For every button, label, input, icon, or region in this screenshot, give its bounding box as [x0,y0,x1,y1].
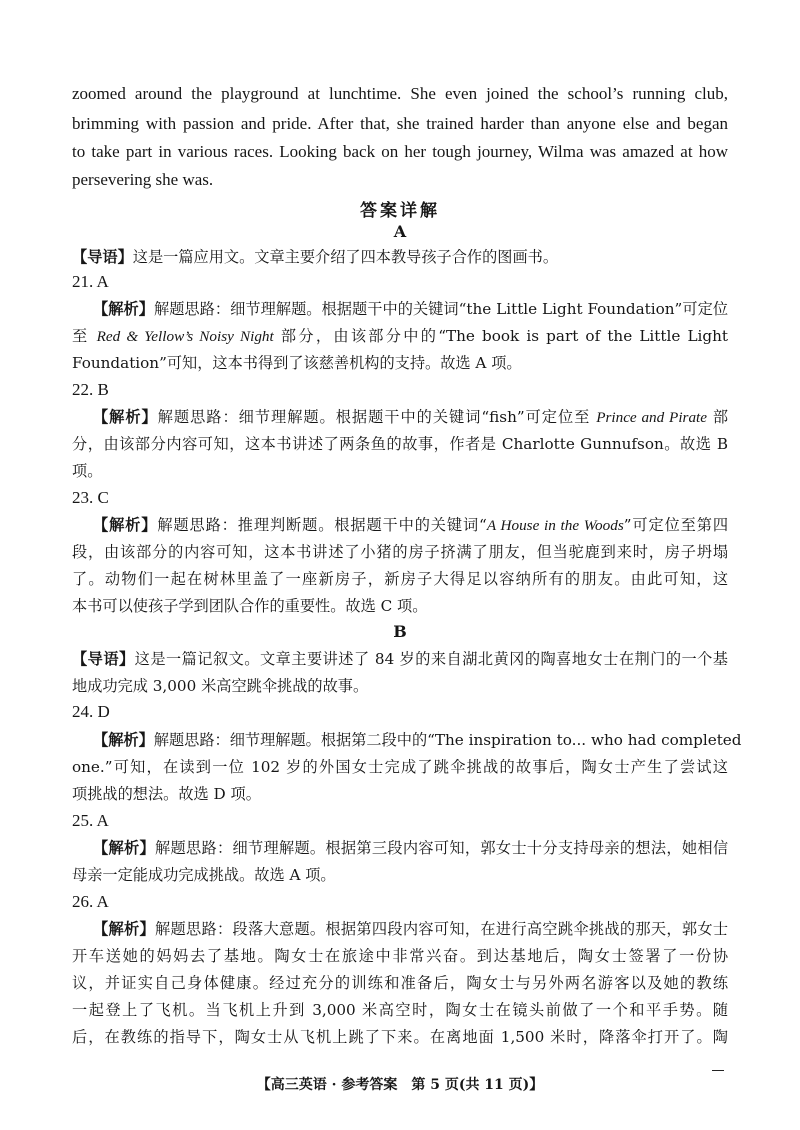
section-b-intro: 【导语】这是一篇记叙文。文章主要讲述了 84 岁的来自湖北黄冈的陶喜地女士在荆门的一个基 [72,650,728,668]
page-title: 答案详解 [360,201,440,221]
analysis-line: Foundation”可知，这本书得到了该慈善机构的支持。故选 A 项。 [72,354,522,372]
analysis-line: 项挑战的想法。故选 D 项。 [72,785,261,803]
question-number: 23. C [72,488,109,507]
analysis-line: 段，由该部分的内容可知，这本书讲述了小猪的房子挤满了朋友，但当驼鹿到来时，房子坍塌 [72,543,728,561]
story-line: brimming with passion and pride. After that, she trained harder than anyone else and began [72,114,728,133]
analysis-line: 分，由该部分内容可知，这本书讲述了两条鱼的故事，作者是 Charlotte Gunnufson。故选 B [72,435,728,453]
analysis-line: 【解析】解题思路：细节理解题。根据题干中的关键词“fish”可定位至 Prince and Pirate 部 [93,408,729,426]
analysis-line: 开车送她的妈妈去了基地。陶女士在旅途中非常兴奋。到达基地后，陶女士签署了一份协 [72,947,728,965]
section-b-intro: 地成功完成 3,000 米高空跳伞挑战的故事。 [72,677,369,695]
question-number: 24. D [72,702,110,721]
page-footer: 【高三英语 · 参考答案 第 5 页(共 11 页)】 [256,1077,544,1093]
analysis-line: 【解析】解题思路：段落大意题。根据第四段内容可知，在进行高空跳伞挑战的那天，郭女士 [93,920,729,938]
analysis-line: 本书可以使孩子学到团队合作的重要性。故选 C 项。 [72,597,428,615]
analysis-line: 母亲一定能成功完成挑战。故选 A 项。 [72,866,336,884]
analysis-line: 【解析】解题思路：推理判断题。根据题干中的关键词“A House in the Woods”可定位至第四 [93,516,729,534]
question-number: 21. A [72,272,109,291]
analysis-line: 了。动物们一起在树林里盖了一座新房子，新房子大得足以容纳所有的朋友。由此可知，这 [72,570,728,588]
analysis-line: 【解析】解题思路：细节理解题。根据第二段中的“The inspiration to... who had completed [93,731,742,749]
analysis-line: 后，在教练的指导下，陶女士从飞机上跳了下来。在离地面 1,500 米时，降落伞打开了。陶 [72,1028,728,1046]
question-number: 25. A [72,811,109,830]
divider [712,1070,724,1071]
story-line: to take part in various races. Looking back on her tough journey, Wilma was amazed at how [72,142,728,161]
section-a-intro: 【导语】这是一篇应用文。文章主要介绍了四本教导孩子合作的图画书。 [72,248,558,266]
analysis-line: 项。 [72,462,103,480]
analysis-line: 一起登上了飞机。当飞机上升到 3,000 米高空时，陶女士在镜头前做了一个和平手势。随 [72,1001,728,1019]
analysis-line: 【解析】解题思路：细节理解题。根据题干中的关键词“the Little Light Foundation”可定位 [93,300,729,318]
analysis-line: 至 Red & Yellow’s Noisy Night 部分，由该部分中的“The book is part of the Little Light [72,327,728,345]
question-number: 22. B [72,380,109,399]
section-label-a: A [393,222,407,241]
analysis-line: 【解析】解题思路：细节理解题。根据第三段内容可知，郭女士十分支持母亲的想法，她相信 [93,839,729,857]
question-number: 26. A [72,892,109,911]
story-line: zoomed around the playground at lunchtime. She even joined the school’s running club, [72,84,728,103]
analysis-line: one.”可知，在读到一位 102 岁的外国女士完成了跳伞挑战的故事后，陶女士产生了尝试这 [72,758,728,776]
analysis-line: 议，并证实自己身体健康。经过充分的训练和准备后，陶女士与另外两名游客以及她的教练 [72,974,728,992]
story-line: persevering she was. [72,170,214,189]
section-label-b: B [393,622,407,641]
